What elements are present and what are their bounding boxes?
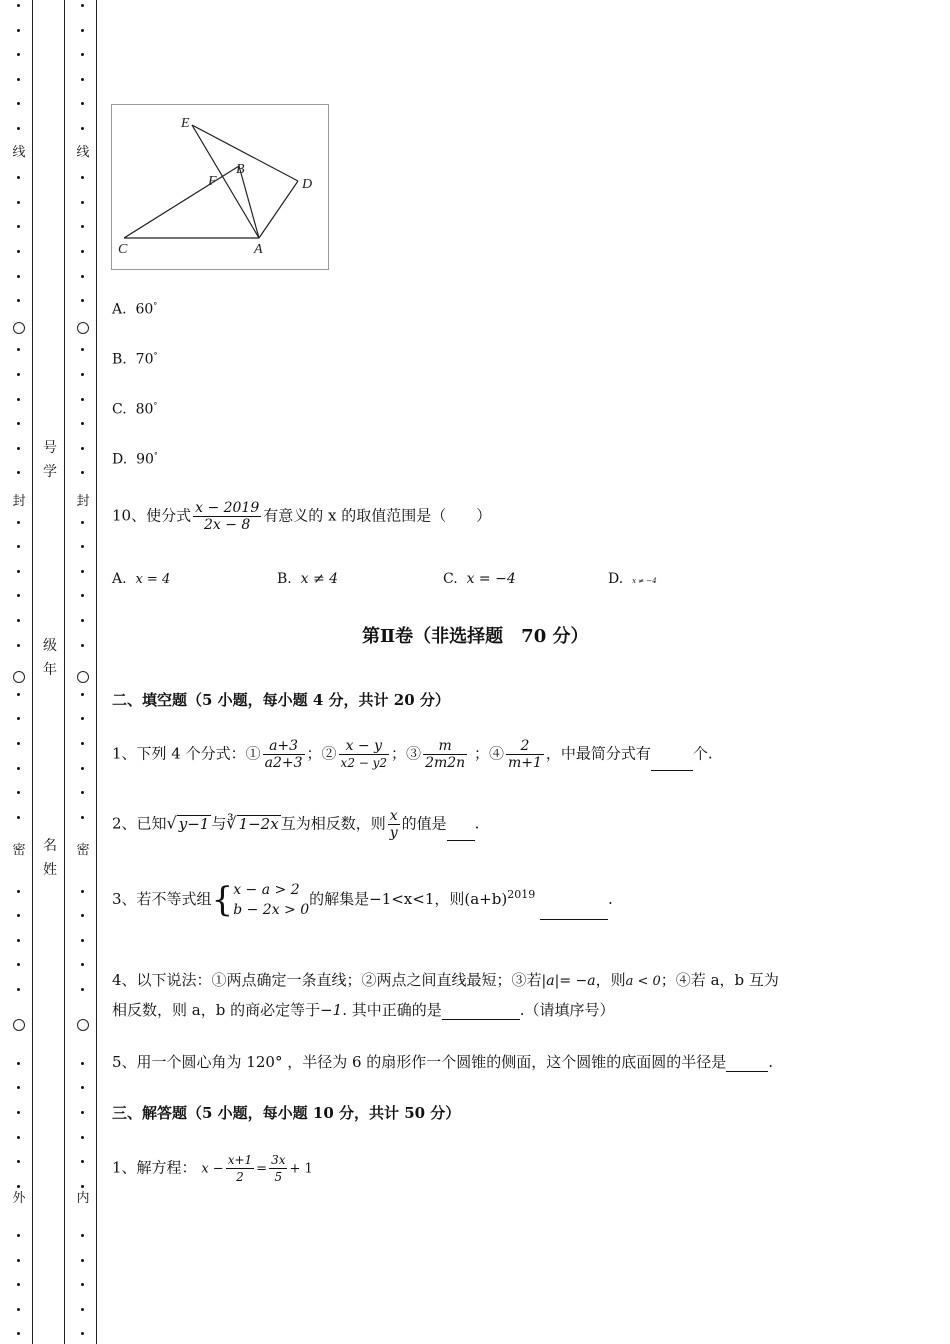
inner-circle-2: [77, 671, 89, 683]
cut-dot: [17, 570, 20, 573]
cut-dot: [81, 1332, 84, 1335]
cut-dot: [17, 275, 20, 278]
section-3-title: 三、解答题（5 小题，每小题 10 分，共计 50 分）: [112, 1104, 461, 1122]
cut-dot: [17, 1308, 20, 1311]
answer-blank[interactable]: [726, 1057, 768, 1072]
cut-dot: [81, 250, 84, 253]
q9-option-a[interactable]: A. 60°: [112, 301, 158, 318]
cut-dot: [81, 914, 84, 917]
question-10: 10、使分式 $\frac{x - 2019}{2x - 8}$ 有意义的 x 的取值范围是（ ）: [112, 500, 492, 533]
cut-dot: [81, 53, 84, 56]
q10-option-c[interactable]: C. x = −4: [443, 571, 516, 587]
label-C: C: [118, 242, 128, 257]
q10-option-d[interactable]: D. x ≠ −4: [608, 571, 657, 587]
cut-dot: [81, 545, 84, 548]
inner-mark-feng: 封: [76, 494, 90, 509]
grade-label: 级 年: [43, 638, 57, 678]
cut-dot: [17, 1086, 20, 1089]
cut-dot: [17, 767, 20, 770]
answer-blank[interactable]: [442, 1005, 520, 1020]
outer-circle-1: [13, 322, 25, 334]
cut-dot: [17, 447, 20, 450]
outer-mark-xian: 线: [12, 145, 26, 160]
cut-dot: [81, 275, 84, 278]
cut-dot: [17, 1234, 20, 1237]
cut-dot: [17, 1062, 20, 1065]
student-id-label: 号 学: [43, 440, 57, 480]
outer-circle-3: [13, 1019, 25, 1031]
fill-question-1: 1、下列 4 个分式：① $\frac{a+3}{a2+3}$ ；② $\frac{x - y}{x2 - y2}$ ；③ $\frac{m}{2m2n}$ ；④ $\frac{2}{m+1}$ ，中最简分式有 个.: [112, 738, 713, 771]
cut-dot: [81, 1160, 84, 1163]
cut-dot: [81, 29, 84, 32]
cut-dot: [17, 890, 20, 893]
cut-dot: [81, 1086, 84, 1089]
cut-dot: [17, 201, 20, 204]
answer-blank[interactable]: [540, 905, 608, 920]
cut-dot: [81, 299, 84, 302]
label-E: E: [181, 116, 190, 131]
cut-dot: [81, 963, 84, 966]
cut-dot: [17, 29, 20, 32]
cut-dot: [17, 791, 20, 794]
cut-dot: [81, 594, 84, 597]
q10-option-b[interactable]: B. x ≠ 4: [277, 571, 339, 587]
cut-dot: [17, 4, 20, 7]
cut-dot: [81, 201, 84, 204]
margin-border-left: [32, 0, 33, 1344]
cut-dot: [81, 742, 84, 745]
section-2-title: 二、填空题（5 小题，每小题 4 分，共计 20 分）: [112, 691, 450, 709]
q10-option-a[interactable]: A. x = 4: [112, 571, 171, 587]
geometry-figure: [111, 104, 329, 270]
cut-dot: [81, 4, 84, 7]
cut-dot: [17, 1185, 20, 1188]
label-D: D: [302, 177, 313, 192]
answer-blank[interactable]: [651, 756, 693, 771]
cut-dot: [81, 890, 84, 893]
cut-dot: [81, 693, 84, 696]
cut-dot: [81, 225, 84, 228]
cut-dot: [17, 963, 20, 966]
cut-dot: [81, 127, 84, 130]
cut-dot: [81, 619, 84, 622]
cut-dot: [17, 1136, 20, 1139]
label-A: A: [254, 242, 263, 257]
outer-mark-feng: 封: [12, 494, 26, 509]
cut-dot: [81, 1136, 84, 1139]
cut-dot: [17, 693, 20, 696]
cut-dot: [17, 299, 20, 302]
cut-dot: [17, 1283, 20, 1286]
cut-dot: [81, 717, 84, 720]
outer-mark-wai: 外: [12, 1191, 26, 1206]
cut-dot: [17, 816, 20, 819]
segment-ED: [192, 125, 298, 181]
cut-dot: [17, 939, 20, 942]
cut-dot: [17, 619, 20, 622]
cut-dot: [81, 78, 84, 81]
inner-circle-1: [77, 322, 89, 334]
cut-dot: [17, 422, 20, 425]
cut-dot: [17, 742, 20, 745]
cut-dot: [81, 1259, 84, 1262]
fill-question-2: 2、已知√ y−1 与∛ 1−2x 互为相反数，则 $\frac{x}{y}$ 的值是 .: [112, 808, 480, 841]
cut-dot: [17, 914, 20, 917]
part-2-title: 第Ⅱ卷（非选择题 70 分）: [362, 626, 589, 647]
cut-dot: [81, 1111, 84, 1114]
cut-dot: [81, 939, 84, 942]
cut-dot: [81, 422, 84, 425]
cut-dot: [81, 447, 84, 450]
answer-blank[interactable]: [447, 826, 475, 841]
fill-question-3: 3、若不等式组{ x − a > 2 b − 2x > 0 的解集是−1<x<1，则$(a+b)^{2019}$ .: [112, 880, 613, 920]
cut-dot: [81, 1185, 84, 1188]
cut-dot: [81, 348, 84, 351]
cut-dot: [81, 176, 84, 179]
segment-CB: [124, 166, 239, 238]
q9-option-c[interactable]: C. 80°: [112, 401, 158, 418]
cut-dot: [81, 1308, 84, 1311]
inner-mark-xian: 线: [76, 145, 90, 160]
cut-dot: [81, 988, 84, 991]
outer-circle-2: [13, 671, 25, 683]
label-F: F: [208, 174, 217, 189]
cut-dot: [17, 373, 20, 376]
cut-dot: [17, 102, 20, 105]
q9-option-d[interactable]: D. 90°: [112, 451, 158, 468]
cut-dot: [17, 225, 20, 228]
solve-question-1: 1、解方程： x − $\frac{x+1}{2}$ = $\frac{3x}{5}$ + 1: [112, 1153, 313, 1184]
segment-DA: [259, 181, 298, 238]
cut-dot: [81, 1062, 84, 1065]
outer-mark-mi: 密: [12, 843, 26, 858]
figure-svg: [112, 105, 328, 269]
cut-dot: [17, 471, 20, 474]
cut-dot: [17, 521, 20, 524]
fill-question-4-line-1: 4、以下说法：①两点确定一条直线；②两点之间直线最短；③若|a|= −a，则a < 0；④若 a，b 互为: [112, 971, 779, 989]
cut-dot: [17, 127, 20, 130]
q10-fraction: $\frac{x - 2019}{2x - 8}$: [195, 500, 260, 533]
cut-dot: [81, 398, 84, 401]
fill-question-5: 5、用一个圆心角为 120° ，半径为 6 的扇形作一个圆锥的侧面，这个圆锥的底面圆的半径是 .: [112, 1053, 774, 1071]
cut-dot: [17, 988, 20, 991]
margin-border-right: [64, 0, 65, 1344]
cut-dot: [17, 594, 20, 597]
cut-dot: [81, 521, 84, 524]
cut-dot: [17, 1259, 20, 1262]
inner-circle-3: [77, 1019, 89, 1031]
cut-dot: [17, 250, 20, 253]
cut-dot: [17, 1160, 20, 1163]
segment-EA: [192, 125, 259, 238]
cut-dot: [17, 348, 20, 351]
cut-dot: [81, 1234, 84, 1237]
cut-dot: [81, 816, 84, 819]
cut-dot: [81, 644, 84, 647]
cut-dot: [17, 53, 20, 56]
cut-dot: [81, 1283, 84, 1286]
cut-dot: [17, 717, 20, 720]
cut-dot: [17, 1111, 20, 1114]
cut-dot: [81, 102, 84, 105]
cut-dot: [17, 78, 20, 81]
inner-mark-nei: 内: [76, 1191, 90, 1206]
cut-dot: [17, 398, 20, 401]
cut-dot: [17, 644, 20, 647]
cut-dot: [17, 1332, 20, 1335]
inner-mark-mi: 密: [76, 843, 90, 858]
content-border: [96, 0, 97, 1344]
cut-dot: [81, 570, 84, 573]
cut-dot: [17, 176, 20, 179]
q9-option-b[interactable]: B. 70°: [112, 351, 158, 368]
label-B: B: [236, 162, 245, 177]
cut-dot: [81, 373, 84, 376]
cut-dot: [17, 545, 20, 548]
cut-dot: [81, 471, 84, 474]
cut-dot: [81, 791, 84, 794]
cut-dot: [81, 767, 84, 770]
fill-question-4-line-2: 相反数，则 a，b 的商必定等于−1. 其中正确的是 .（请填序号）: [112, 1001, 615, 1019]
name-label: 名 姓: [43, 838, 57, 878]
